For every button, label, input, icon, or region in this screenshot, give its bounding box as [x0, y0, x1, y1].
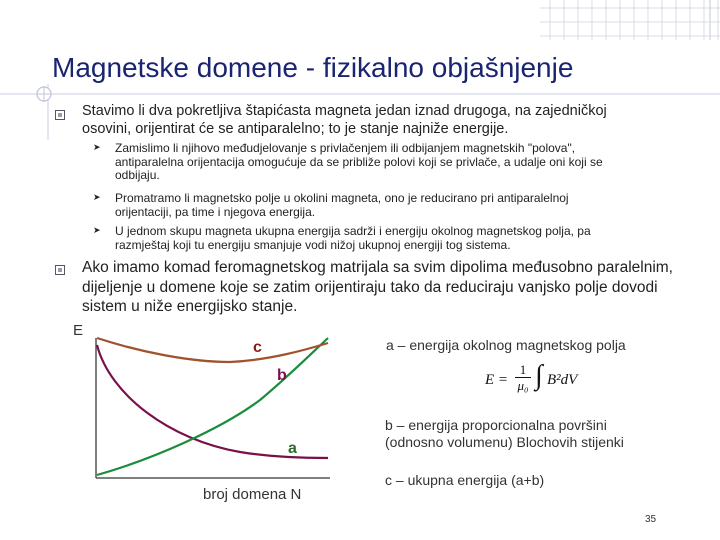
- sub-bullet-3-line-1: U jednom skupu magneta ukupna energija sadrži i energiju okolnog magnetskog polja, pa: [115, 224, 591, 238]
- description-a: a – energija okolnog magnetskog polja: [386, 337, 626, 353]
- formula-denominator: μ₀: [517, 378, 529, 393]
- arrow-bullet-icon: ➤: [93, 225, 101, 235]
- description-b: [385, 417, 624, 451]
- energy-formula: [485, 362, 593, 402]
- curve-c: [97, 338, 328, 362]
- page-title: Magnetske domene - fizikalno objašnjenje: [52, 52, 574, 83]
- formula-lhs: E =: [485, 372, 509, 388]
- curve-b-label: b: [277, 367, 287, 384]
- sub-bullet-1-line-3: odbijaju.: [115, 168, 160, 182]
- bullet-1-line-2: osovini, orijentirat će se antiparalelno; to je stanje najniže energije.: [82, 121, 509, 137]
- curve-c-label: c: [253, 339, 262, 356]
- page-number: 35: [645, 514, 657, 525]
- formula-numerator: 1: [515, 362, 531, 378]
- sub-bullet-1-line-1: Zamislimo li njihovo međudjelovanje s privlačenjem ili odbijanjem magnetskih "polova",: [115, 141, 576, 155]
- description-c: c – ukupna energija (a+b): [385, 472, 545, 488]
- formula-fraction: [515, 362, 531, 394]
- sub-bullet-2-line-1: Promatramo li magnetsko polje u okolini magneta, ono je reducirano pri antiparalelnoj: [115, 191, 569, 205]
- arrow-bullet-icon: ➤: [93, 142, 101, 152]
- curve-a-label: a: [288, 440, 297, 457]
- formula-rhs: B²dV: [547, 372, 578, 388]
- description-b-line-2: (odnosno volumenu) Blochovih stijenki: [385, 434, 624, 450]
- y-axis-label: E: [73, 322, 84, 339]
- description-b-line-1: b – energija proporcionalna površini: [385, 417, 607, 433]
- x-axis-label: broj domena N: [203, 486, 302, 503]
- arrow-bullet-icon: ➤: [93, 192, 101, 202]
- integral-icon: ∫: [535, 360, 543, 391]
- sub-bullet-2-line-2: orijentaciji, pa time i njegova energija.: [115, 204, 316, 219]
- bullet-1-line-1: Stavimo li dva pokretljiva štapićasta magneta jedan iznad drugoga, na zajedničkoj: [82, 103, 607, 119]
- bullet-2-text: Ako imamo komad feromagnetskog matrijala sa svim dipolima međusobno paralelnim, dijeljenje u domene koje se zatim orijentiraju tako da reduciraju vanjsko polje dovodi sistem u niže energijsko stanje.: [82, 259, 673, 315]
- sub-bullet-3-line-2: razmještaj koji tu energiju smanjuje vodi nižoj ukupnoj energiji tog sistema.: [115, 237, 511, 252]
- sub-bullet-1-line-2: antiparalelna orijentacija omogućuje da se približe polovi koji se privlače, a udalje oni koji se: [115, 154, 603, 169]
